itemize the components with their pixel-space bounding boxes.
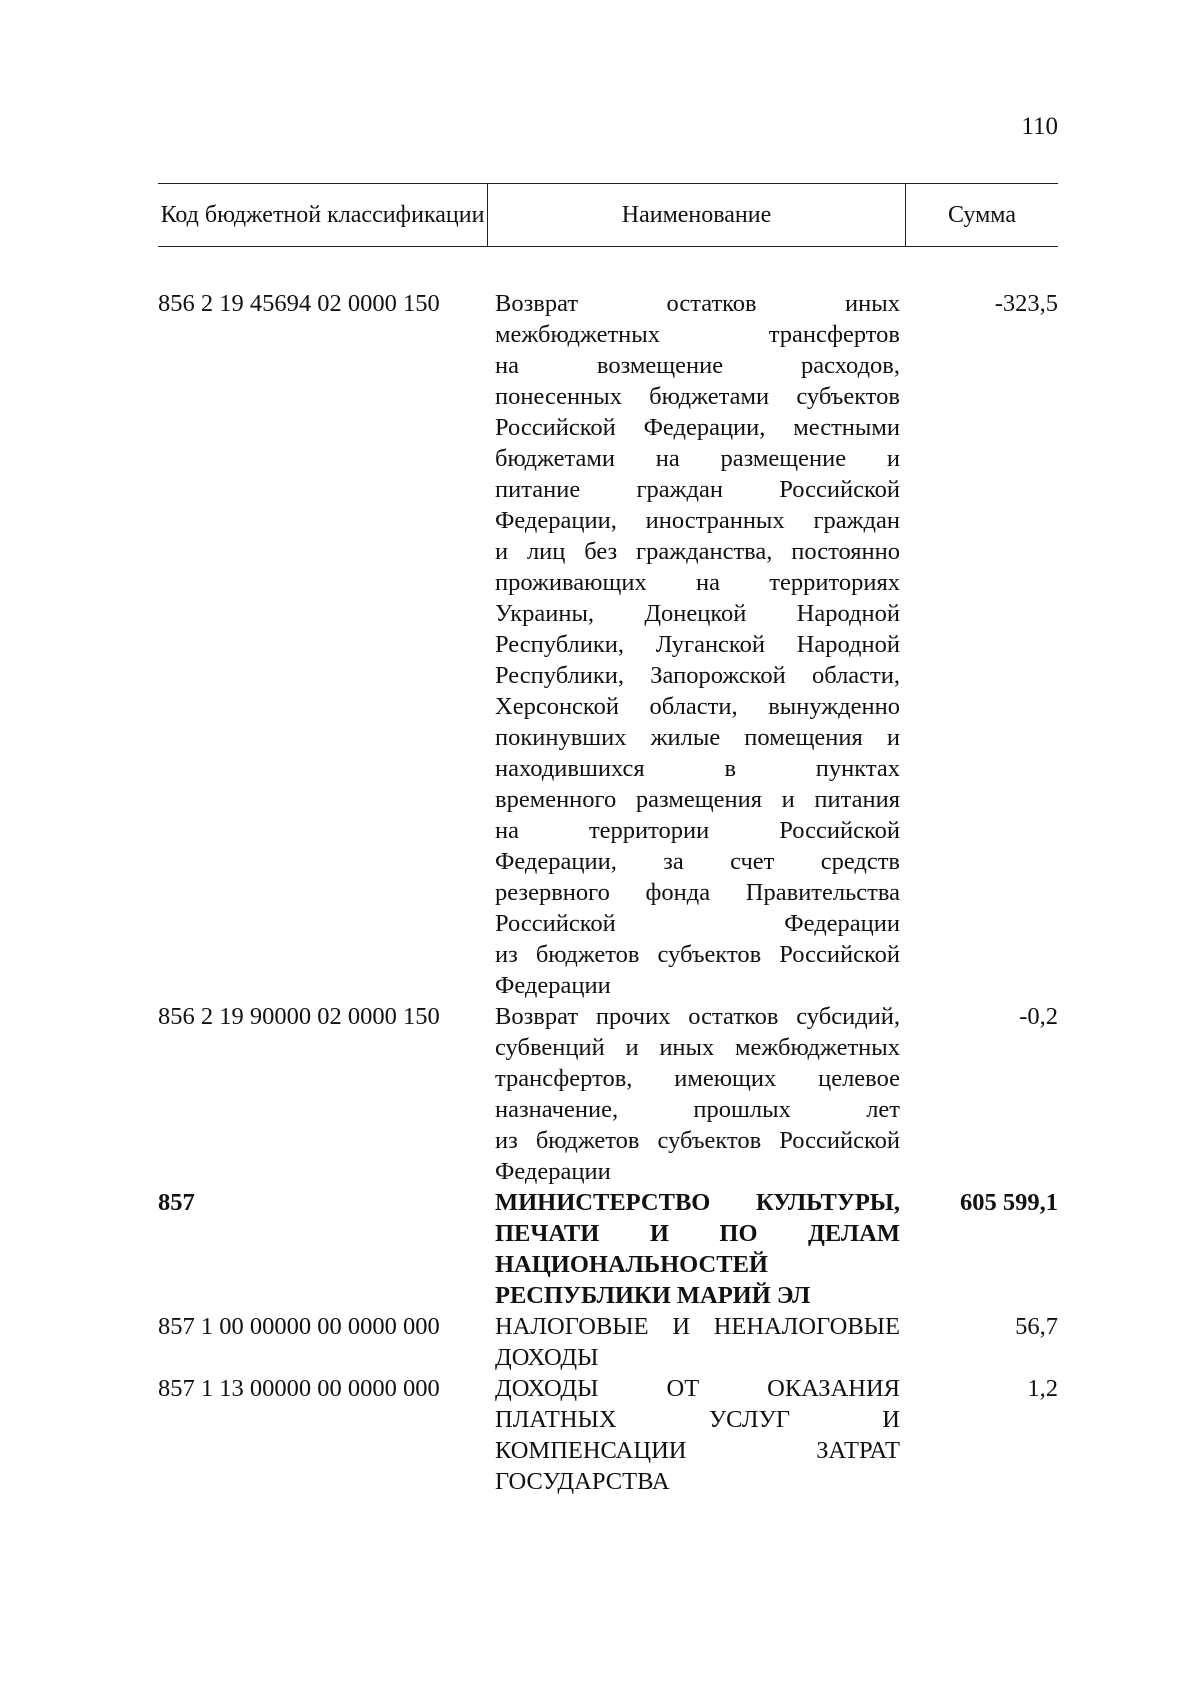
row-name — [488, 1187, 906, 1311]
row-name-line: Федерации, за счет средств — [495, 848, 900, 875]
row-sum: 1,2 — [1027, 1375, 1058, 1402]
row-name-line: на возмещение расходов, — [495, 352, 900, 379]
row-name-line: резервного фонда Правительства — [495, 879, 900, 906]
row-name-line: ДОХОДЫ ОТ ОКАЗАНИЯ — [495, 1375, 900, 1402]
table-body — [158, 288, 1058, 1497]
row-name-line: проживающих на территориях — [495, 569, 900, 596]
row-name-line: КОМПЕНСАЦИИ ЗАТРАТ — [495, 1437, 900, 1464]
row-name-line: покинувших жилые помещения и — [495, 724, 900, 751]
page-number: 110 — [1021, 113, 1058, 140]
row-name-line: субвенций и иных межбюджетных — [495, 1034, 900, 1061]
row-name-line: из бюджетов субъектов Российской — [495, 1127, 900, 1154]
row-sum: -0,2 — [1019, 1003, 1058, 1030]
row-name-line: бюджетами на размещение и — [495, 445, 900, 472]
row-name-line: трансфертов, имеющих целевое — [495, 1065, 900, 1092]
row-name-line: Федерации — [495, 972, 611, 999]
header-code: Код бюджетной классификации — [158, 184, 488, 246]
row-name-line: находившихся в пунктах — [495, 755, 900, 782]
row-name-line: Украины, Донецкой Народной — [495, 600, 900, 627]
row-name-line: Возврат прочих остатков субсидий, — [495, 1003, 900, 1030]
row-sum: 605 599,1 — [960, 1189, 1058, 1216]
row-name-line: ПЕЧАТИ И ПО ДЕЛАМ — [495, 1220, 900, 1247]
row-name — [488, 1001, 906, 1187]
row-name-line: Российской Федерации, местными — [495, 414, 900, 441]
row-name — [488, 1373, 906, 1497]
header-sum: Сумма — [948, 202, 1016, 228]
row-name-line: Возврат остатков иных — [495, 290, 900, 317]
header-name: Наименование — [488, 184, 906, 246]
row-name-line: из бюджетов субъектов Российской — [495, 941, 900, 968]
row-name-line: НАЦИОНАЛЬНОСТЕЙ — [495, 1251, 768, 1278]
row-name-line: понесенных бюджетами субъектов — [495, 383, 900, 410]
row-name-line: ПЛАТНЫХ УСЛУГ И — [495, 1406, 900, 1433]
row-name-line: НАЛОГОВЫЕ И НЕНАЛОГОВЫЕ — [495, 1313, 900, 1340]
row-name-line: Херсонской области, вынужденно — [495, 693, 900, 720]
table-row — [158, 1187, 1058, 1311]
row-name-line: и лиц без гражданства, постоянно — [495, 538, 900, 565]
row-name-line: Федерации, иностранных граждан — [495, 507, 900, 534]
row-sum: -323,5 — [994, 290, 1058, 317]
row-name — [488, 288, 906, 1001]
row-code: 856 2 19 90000 02 0000 150 — [158, 1003, 440, 1030]
table-row — [158, 288, 1058, 1001]
row-sum: 56,7 — [1015, 1313, 1058, 1340]
row-name — [488, 1311, 906, 1373]
row-name-line: межбюджетных трансфертов — [495, 321, 900, 348]
row-name-line: РЕСПУБЛИКИ МАРИЙ ЭЛ — [495, 1282, 811, 1309]
table-row — [158, 1311, 1058, 1373]
row-code: 857 — [158, 1189, 195, 1216]
row-code: 856 2 19 45694 02 0000 150 — [158, 290, 440, 317]
row-code: 857 1 00 00000 00 0000 000 — [158, 1313, 440, 1340]
row-code: 857 1 13 00000 00 0000 000 — [158, 1375, 440, 1402]
row-name-line: на территории Российской — [495, 817, 900, 844]
table-header — [158, 183, 1058, 247]
row-name-line: Республики, Запорожской области, — [495, 662, 900, 689]
row-name-line: МИНИСТЕРСТВО КУЛЬТУРЫ, — [495, 1189, 900, 1216]
row-name-line: ГОСУДАРСТВА — [495, 1468, 670, 1495]
table-row — [158, 1001, 1058, 1187]
row-name-line: назначение, прошлых лет — [495, 1096, 900, 1123]
row-name-line: питание граждан Российской — [495, 476, 900, 503]
row-name-line: ДОХОДЫ — [495, 1344, 599, 1371]
table-row — [158, 1373, 1058, 1497]
row-name-line: Республики, Луганской Народной — [495, 631, 900, 658]
row-name-line: Федерации — [495, 1158, 611, 1185]
row-name-line: Российской Федерации — [495, 910, 900, 937]
row-name-line: временного размещения и питания — [495, 786, 900, 813]
